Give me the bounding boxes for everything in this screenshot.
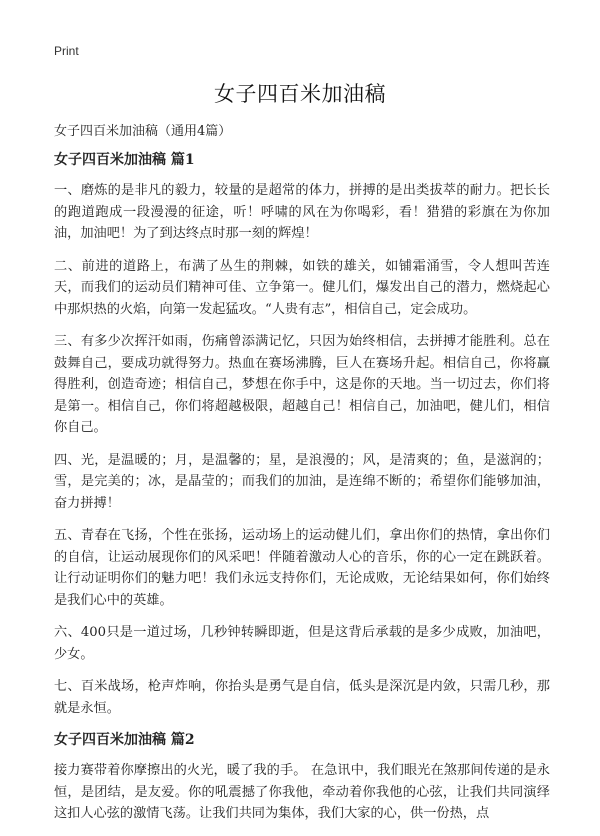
paragraph: 五、青春在飞扬，个性在张扬，运动场上的运动健儿们，拿出你们的热情，拿出你们的自信，让运动展现你们的风采吧！伴随着激动人心的音乐，你的心一定在跳跃着。让行动证明你们的魅力吧！我们永远支持你们，无论成败，无论结果如何，你们始终是我们心中的英雄。 (54, 528, 550, 608)
paragraph: 一、磨炼的是非凡的毅力，较量的是超常的体力，拼搏的是出类拔萃的耐力。把长长的跑道跑成一段漫漫的征途，听！呼啸的风在为你喝彩，看！猎猎的彩旗在为你加油，加油吧！为了到达终点时那一刻的辉煌！ (54, 183, 550, 241)
paragraph: 三、有多少次挥汗如雨，伤痛曾添满记忆，只因为始终相信，去拼搏才能胜利。总在鼓舞自己，要成功就得努力。热血在赛场沸腾，巨人在赛场升起。相信自己，你将赢得胜利，创造奇迹；相信自己，梦想在你手中，这是你的天地。当一切过去，你们将是第一。相信自己，你们将超越极限，超越自己！相信自己，加油吧，健儿们，相信你自己。 (54, 334, 550, 435)
paragraph: 六、400只是一道过场，几秒钟转瞬即逝，但是这背后承载的是多少成败，加油吧，少女。 (54, 625, 550, 662)
paragraph: 接力赛带着你摩擦出的火光，暖了我的手。 在急讯中，我们眼光在煞那间传递的是永恒，是团结，是友爱。你的吼震撼了你我他，牵动着你我他的心弦，让我们共同演绎这扣人心弦的激情飞荡。让我们共同为集体，我们大家的心，供一份热，点 (54, 763, 550, 821)
document-subtitle: 女子四百米加油稿（通用4篇） (54, 124, 232, 139)
section-heading-2: 女子四百米加油稿 篇2 (54, 732, 195, 748)
paragraph: 四、光，是温暖的；月，是温馨的；星，是浪漫的；风，是清爽的；鱼，是滋润的；雪，是完美的；冰，是晶莹的；而我们的加油，是连绵不断的；希望你们能够加油，奋力拼搏！ (54, 452, 550, 511)
print-link[interactable]: Print (54, 44, 79, 58)
paragraph: 二、前进的道路上，布满了丛生的荆棘，如铁的雄关，如铺霜涌雪，令人想叫苦连天，而我们的运动员们精神可佳、立争第一。健儿们，爆发出自己的潜力，燃烧起心中那炽热的火焰，向第一发起猛攻。“人贵有志”，相信自己，定会成功。 (54, 258, 550, 317)
paragraph: 七、百米战场，枪声炸响，你抬头是勇气是自信，低头是深沉是内敛，只需几秒，那就是永恒。 (54, 679, 550, 716)
section-heading-1: 女子四百米加油稿 篇1 (54, 152, 195, 168)
document-body (54, 150, 550, 836)
document-title: 女子四百米加油稿 (214, 82, 386, 106)
